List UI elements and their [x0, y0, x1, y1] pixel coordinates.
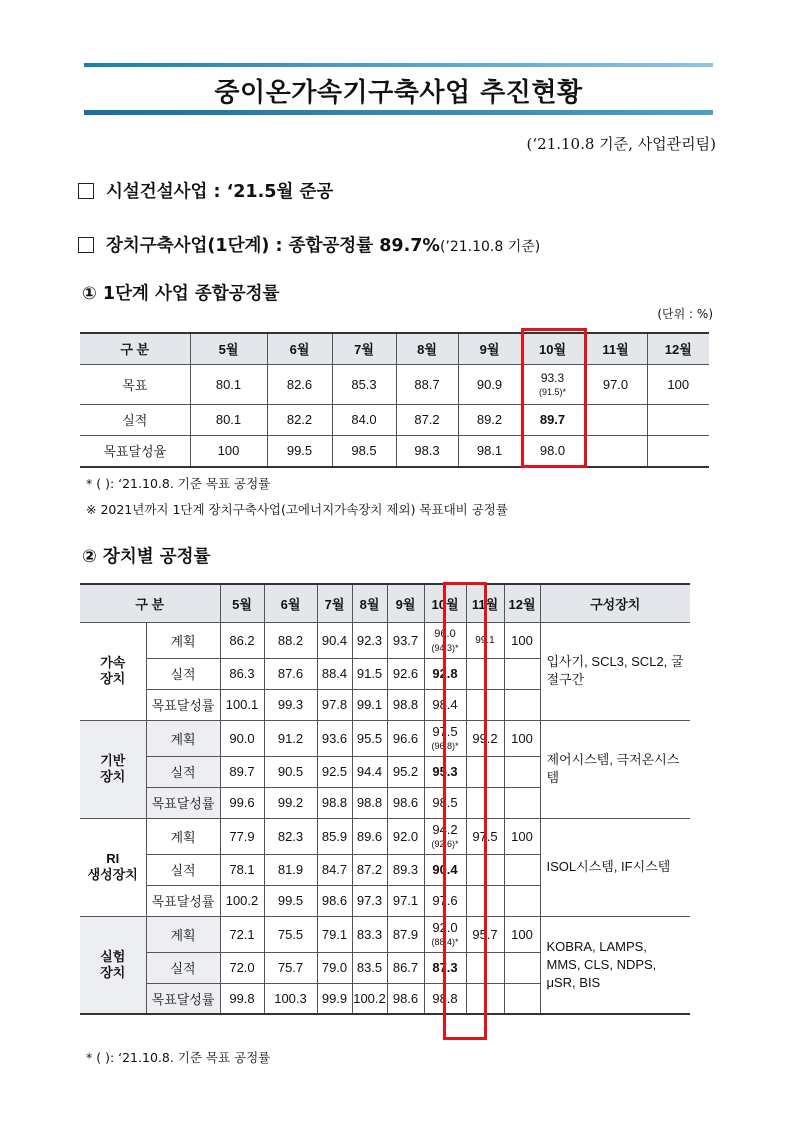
table-cell [504, 952, 540, 983]
row-label: 계획 [146, 916, 220, 952]
row-label: 목표달성률 [146, 885, 220, 916]
table-cell [504, 983, 540, 1014]
table-cell: 98.6 [317, 885, 352, 916]
table-cell-october: 98.8 [424, 983, 466, 1014]
table-cell-october: 92.8 [424, 658, 466, 689]
table-cell: 84.0 [332, 404, 396, 435]
table-cell: 84.7 [317, 854, 352, 885]
table-cell: 88.7 [396, 364, 458, 404]
table-row [80, 720, 690, 756]
october-plan-note: (92.6)* [431, 838, 459, 849]
device-group-name-line: 실험 [100, 948, 126, 964]
table-cell: 100 [647, 364, 709, 404]
october-plan-note: (96.8)* [431, 740, 459, 751]
table-cell: 82.6 [267, 364, 332, 404]
table-cell: 99.1 [352, 689, 387, 720]
header-cell: 9월 [458, 333, 521, 364]
table-cell: 88.4 [317, 658, 352, 689]
table-cell: 99.6 [220, 787, 264, 818]
section-facility [78, 178, 333, 203]
title-bottom-rule [84, 110, 713, 115]
device-group-name-line: 가속 [100, 655, 126, 670]
table-cell: 98.3 [396, 435, 458, 467]
table-cell [584, 435, 647, 467]
table-cell: 97.1 [387, 885, 424, 916]
header-cell: 8월 [352, 584, 387, 622]
table-cell-october [424, 622, 466, 658]
table-cell: 81.9 [264, 854, 317, 885]
table-cell: 95.2 [387, 756, 424, 787]
table-cell [466, 658, 504, 689]
table-cell: 78.1 [220, 854, 264, 885]
row-label: 실적 [146, 756, 220, 787]
table-cell-october: 90.4 [424, 854, 466, 885]
table-cell: 99.2 [264, 787, 317, 818]
table-cell: 97.3 [352, 885, 387, 916]
row-label: 목표달성율 [80, 435, 190, 467]
table-cell-october [424, 720, 466, 756]
table-cell [504, 885, 540, 916]
table-cell-october [424, 916, 466, 952]
table-cell: 100 [504, 720, 540, 756]
table-cell [647, 435, 709, 467]
header-cell: 11월 [584, 333, 647, 364]
table-row [80, 818, 690, 854]
device-progress-table [80, 583, 690, 1015]
header-cell: 5월 [190, 333, 267, 364]
row-label: 목표달성률 [146, 787, 220, 818]
table-cell: 95.5 [352, 720, 387, 756]
table-cell: 85.3 [332, 364, 396, 404]
title-top-rule [84, 63, 713, 67]
table-cell: 98.5 [332, 435, 396, 467]
table-cell: 98.8 [352, 787, 387, 818]
table-cell-october: 97.6 [424, 885, 466, 916]
checkbox-square-icon [78, 237, 94, 253]
table-cell: 98.6 [387, 983, 424, 1014]
header-cell: 9월 [387, 584, 424, 622]
october-plan-note: (94.3)* [431, 642, 459, 653]
table-cell: 97.8 [317, 689, 352, 720]
table-cell: 86.2 [220, 622, 264, 658]
table-cell: 92.5 [317, 756, 352, 787]
table-cell-october: 95.3 [424, 756, 466, 787]
table-cell: 80.1 [190, 364, 267, 404]
table-cell: 92.0 [387, 818, 424, 854]
page-title: 중이온가속기구축사업 추진현황 [214, 78, 583, 108]
table-cell: 75.5 [264, 916, 317, 952]
table-cell: 97.5 [466, 818, 504, 854]
row-label: 목표달성률 [146, 983, 220, 1014]
table-cell: 87.9 [387, 916, 424, 952]
table-cell [466, 952, 504, 983]
table-cell: 83.5 [352, 952, 387, 983]
section-equipment [78, 232, 540, 257]
table-cell: 89.7 [220, 756, 264, 787]
table-cell [504, 658, 540, 689]
table-cell: 87.2 [352, 854, 387, 885]
table-cell: 90.0 [220, 720, 264, 756]
table-cell: 72.1 [220, 916, 264, 952]
header-cell: 12월 [647, 333, 709, 364]
device-group-name-line: 장치 [100, 769, 126, 784]
component-devices: KOBRA, LAMPS, MMS, CLS, NDPS, μSR, BIS [540, 916, 690, 1014]
table-row [80, 435, 709, 467]
section-equipment-label: 장치구축사업(1단계) : 종합공정률 89.7% [106, 236, 440, 256]
table-cell: 100.3 [264, 983, 317, 1014]
october-plan: 97.5 [432, 723, 458, 739]
table-cell: 91.2 [264, 720, 317, 756]
table-cell: 75.7 [264, 952, 317, 983]
table-row [80, 916, 690, 952]
october-plan-note: (88.4)* [431, 936, 459, 947]
table-cell: 100 [504, 916, 540, 952]
checkbox-square-icon [78, 183, 94, 199]
table-cell: 83.3 [352, 916, 387, 952]
row-label: 실적 [80, 404, 190, 435]
table-cell [466, 885, 504, 916]
row-label: 실적 [146, 854, 220, 885]
table-cell-october: 98.5 [424, 787, 466, 818]
table-cell: 100.1 [220, 689, 264, 720]
table-cell: 98.6 [387, 787, 424, 818]
row-label: 실적 [146, 952, 220, 983]
table-cell [466, 689, 504, 720]
table-cell: 90.5 [264, 756, 317, 787]
table-cell [466, 854, 504, 885]
header-cell: 6월 [267, 333, 332, 364]
table-cell: 90.9 [458, 364, 521, 404]
row-label: 목표 [80, 364, 190, 404]
table-cell: 99.9 [317, 983, 352, 1014]
device-group-name-line: 장치 [100, 671, 126, 686]
table-cell: 88.2 [264, 622, 317, 658]
table-row [80, 404, 709, 435]
table-cell: 99.5 [264, 885, 317, 916]
table-cell: 91.5 [352, 658, 387, 689]
table1-footnote: * ( ): ‘21.10.8. 기준 목표 공정률 [86, 476, 271, 491]
table-cell [466, 983, 504, 1014]
header-cell: 10월 [521, 333, 584, 364]
table-cell: 89.6 [352, 818, 387, 854]
table-cell: 93.7 [387, 622, 424, 658]
october-plan: 94.2 [432, 821, 458, 837]
table-cell: 77.9 [220, 818, 264, 854]
row-label: 계획 [146, 720, 220, 756]
table-cell: 99.3 [264, 689, 317, 720]
table1-heading: ① 1단계 사업 종합공정률 [82, 284, 280, 304]
header-cell: 7월 [317, 584, 352, 622]
table-cell: 100 [504, 818, 540, 854]
row-label: 실적 [146, 658, 220, 689]
table-cell: 82.2 [267, 404, 332, 435]
table-cell: 93.6 [317, 720, 352, 756]
table-cell: 79.0 [317, 952, 352, 983]
device-group-name-line: RI [106, 851, 120, 866]
table-cell: 98.8 [317, 787, 352, 818]
device-group-name [80, 720, 146, 818]
table-cell: 80.1 [190, 404, 267, 435]
table-cell: 72.0 [220, 952, 264, 983]
row-label: 목표달성률 [146, 689, 220, 720]
table-cell: 85.9 [317, 818, 352, 854]
table-cell: 82.3 [264, 818, 317, 854]
table-cell [504, 854, 540, 885]
section-equipment-note: (’21.10.8 기준) [439, 239, 541, 255]
header-cell: 구 분 [80, 333, 190, 364]
table-cell: 100.2 [352, 983, 387, 1014]
table-cell-october: 89.7 [521, 404, 584, 435]
table-cell: 86.3 [220, 658, 264, 689]
october-target-note: (91.5)* [538, 386, 566, 397]
table-cell: 100.2 [220, 885, 264, 916]
table-cell [584, 404, 647, 435]
header-cell: 7월 [332, 333, 396, 364]
row-label: 계획 [146, 818, 220, 854]
table-cell [466, 756, 504, 787]
table-cell: 98.8 [387, 689, 424, 720]
header-cell: 10월 [424, 584, 466, 622]
table-cell [504, 756, 540, 787]
table-cell-october: 98.0 [521, 435, 584, 467]
device-group-name-line: 기반 [100, 753, 126, 768]
table-cell: 99.2 [466, 720, 504, 756]
header-cell: 11월 [466, 584, 504, 622]
table-cell [647, 404, 709, 435]
table-row [80, 622, 690, 658]
table-cell: 87.2 [396, 404, 458, 435]
device-group-name [80, 916, 146, 1014]
table2-footnote: * ( ): ‘21.10.8. 기준 목표 공정률 [86, 1050, 271, 1065]
device-group-name [80, 622, 146, 720]
table-cell: 98.1 [458, 435, 521, 467]
table-cell: 95.7 [466, 916, 504, 952]
table-cell: 90.4 [317, 622, 352, 658]
device-group-name-line: 장치 [100, 964, 126, 980]
table-cell: 100 [190, 435, 267, 467]
basis-note: (‘21.10.8 기준, 사업관리팀) [526, 135, 716, 153]
table-cell: 94.4 [352, 756, 387, 787]
table-cell: 89.3 [387, 854, 424, 885]
component-devices: ISOL시스템, IF시스템 [540, 818, 690, 916]
table-cell [466, 787, 504, 818]
table1-unit: (단위 : %) [657, 307, 713, 321]
october-target: 93.3 [540, 370, 565, 385]
header-cell: 6월 [264, 584, 317, 622]
table-cell-october [521, 364, 584, 404]
header-cell: 12월 [504, 584, 540, 622]
table-cell: 79.1 [317, 916, 352, 952]
table-cell: 87.6 [264, 658, 317, 689]
table-cell-october [424, 818, 466, 854]
table-header-row [80, 584, 690, 622]
table-cell: 92.6 [387, 658, 424, 689]
table-cell: 92.3 [352, 622, 387, 658]
table-cell [504, 787, 540, 818]
header-cell: 5월 [220, 584, 264, 622]
header-cell: 구성장치 [540, 584, 690, 622]
table-cell: 89.2 [458, 404, 521, 435]
table-cell: 100 [504, 622, 540, 658]
header-cell: 구 분 [80, 584, 220, 622]
table-cell-october: 98.4 [424, 689, 466, 720]
table-header-row [80, 333, 709, 364]
table-cell: 99.1 [466, 622, 504, 658]
table1-remark: ※ 2021년까지 1단계 장치구축사업(고에너지가속장치 제외) 목표대비 공정률 [86, 502, 508, 517]
table-cell [504, 689, 540, 720]
table-cell: 96.6 [387, 720, 424, 756]
table-cell-october: 87.3 [424, 952, 466, 983]
section-facility-label: 시설건설사업 : ‘21.5월 준공 [106, 182, 334, 202]
table-cell: 99.8 [220, 983, 264, 1014]
table-cell: 86.7 [387, 952, 424, 983]
table2-heading: ② 장치별 공정률 [82, 547, 211, 567]
component-devices: 입사기, SCL3, SCL2, 굴절구간 [540, 622, 690, 720]
component-devices: 제어시스템, 극저온시스템 [540, 720, 690, 818]
table-cell: 99.5 [267, 435, 332, 467]
table-cell: 97.0 [584, 364, 647, 404]
october-plan: 96.0 [434, 627, 456, 640]
header-cell: 8월 [396, 333, 458, 364]
device-group-name [80, 818, 146, 916]
october-plan: 92.0 [432, 919, 458, 935]
overall-progress-table [80, 332, 709, 468]
table-row [80, 364, 709, 404]
device-group-name-line: 생성장치 [87, 867, 138, 882]
row-label: 계획 [146, 622, 220, 658]
